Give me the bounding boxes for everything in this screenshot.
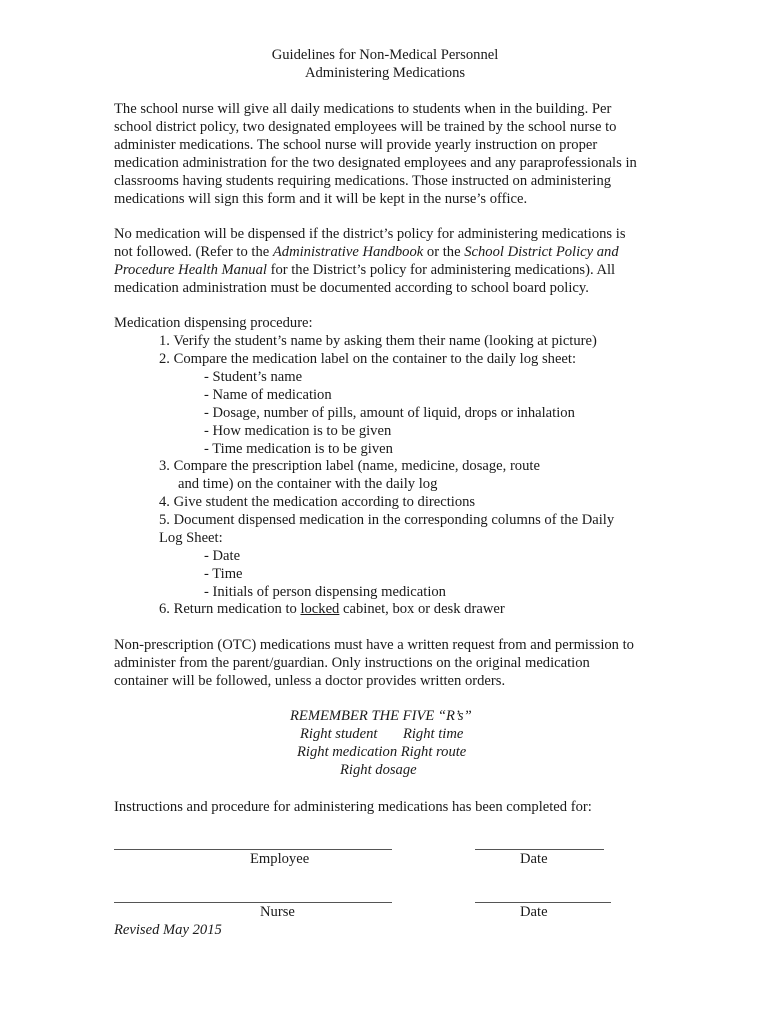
remember-heading: REMEMBER THE FIVE “R’s”	[290, 708, 472, 724]
employee-date-line	[475, 849, 604, 850]
step2-subitem: - How medication is to be given	[204, 423, 392, 439]
remember-r2: Right medication Right route	[297, 744, 467, 760]
para1-line: school district policy, two designated employees will be trained by the school nurse to	[114, 119, 617, 135]
para2-text: or the	[423, 244, 465, 260]
procedure-step-3: 3. Compare the prescription label (name, medicine, dosage, route	[159, 458, 540, 474]
otc-line: administer from the parent/guardian. Only instructions on the original medication	[114, 655, 590, 671]
remember-r3: Right dosage	[340, 762, 417, 778]
para2-line: medication administration must be documented according to school board policy.	[114, 280, 589, 296]
step2-subitem: - Time medication is to be given	[204, 441, 393, 457]
para2-text: for the District’s policy for administering medications). All	[266, 262, 616, 278]
employee-signature-line	[114, 849, 392, 850]
date-label: Date	[520, 904, 548, 920]
document-title-line2: Administering Medications	[304, 65, 466, 81]
completion-statement: Instructions and procedure for administering medications has been completed for:	[114, 799, 592, 815]
otc-line: Non-prescription (OTC) medications must have a written request from and permission to	[114, 637, 634, 653]
step6-text: 6. Return medication to	[159, 601, 301, 617]
step2-subitem: - Name of medication	[204, 387, 332, 403]
para1-line: classrooms having students requiring medications. Those instructed on administering	[114, 173, 612, 189]
document-title-line1: Guidelines for Non-Medical Personnel	[271, 47, 499, 63]
para1-line: The school nurse will give all daily medications to students when in the building. Per	[114, 101, 612, 117]
step5-subitem: - Initials of person dispensing medication	[204, 584, 446, 600]
remember-r1: Right student Right time	[300, 726, 464, 742]
para2-line	[114, 244, 619, 262]
nurse-label: Nurse	[260, 904, 295, 920]
employee-label: Employee	[250, 851, 310, 867]
para1-line: administer medications. The school nurse will provide yearly instruction on proper	[114, 137, 598, 153]
revised-date: Revised May 2015	[114, 922, 222, 938]
step5-subitem: - Date	[204, 548, 241, 564]
policy-manual-ref: School District Policy and	[464, 244, 619, 260]
para1-line: medications will sign this form and it will be kept in the nurse’s office.	[114, 191, 528, 207]
procedure-step-5-cont: Log Sheet:	[159, 530, 223, 546]
step2-subitem: - Student’s name	[204, 369, 303, 385]
para2-line	[114, 262, 615, 280]
procedure-step-6	[159, 601, 505, 619]
administrative-handbook-ref: Administrative Handbook	[272, 244, 424, 260]
procedure-heading: Medication dispensing procedure:	[114, 315, 313, 331]
nurse-signature-line	[114, 902, 392, 903]
procedure-step-4: 4. Give student the medication according to directions	[159, 494, 476, 510]
locked-emphasis: locked	[300, 601, 340, 617]
step5-subitem: - Time	[204, 566, 243, 582]
date-label: Date	[520, 851, 548, 867]
para2-line: No medication will be dispensed if the district’s policy for administering medications is	[114, 226, 626, 242]
procedure-step-5: 5. Document dispensed medication in the corresponding columns of the Daily	[159, 512, 615, 528]
policy-manual-ref: Procedure Health Manual	[114, 262, 267, 278]
para2-text: not followed. (Refer to the	[114, 244, 273, 260]
para1-line: medication administration for the two designated employees and any paraprofessionals in	[114, 155, 637, 171]
step6-text: cabinet, box or desk drawer	[339, 601, 505, 617]
procedure-step-2: 2. Compare the medication label on the container to the daily log sheet:	[159, 351, 577, 367]
procedure-step-3-cont: and time) on the container with the daily log	[178, 476, 438, 492]
otc-line: container will be followed, unless a doctor provides written orders.	[114, 673, 506, 689]
nurse-date-line	[475, 902, 611, 903]
procedure-step-1: 1. Verify the student’s name by asking them their name (looking at picture)	[159, 333, 597, 349]
step2-subitem: - Dosage, number of pills, amount of liquid, drops or inhalation	[204, 405, 575, 421]
